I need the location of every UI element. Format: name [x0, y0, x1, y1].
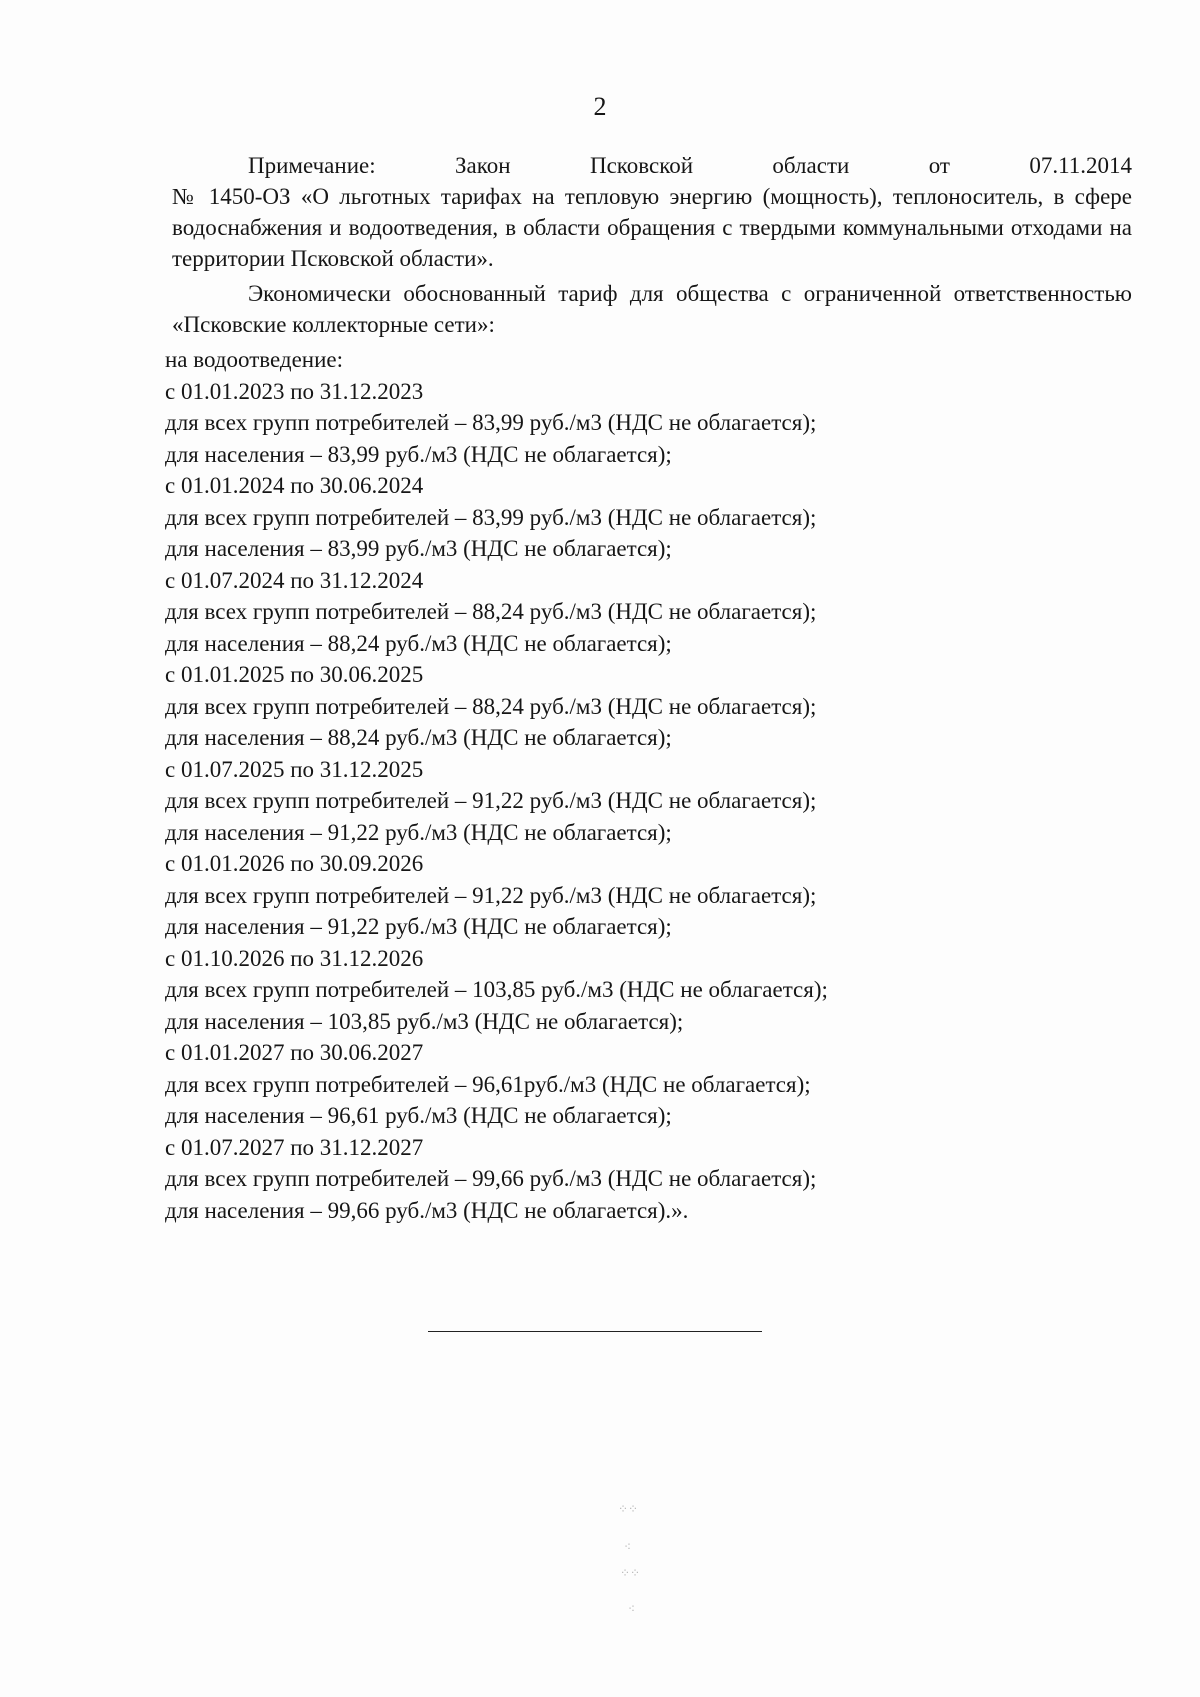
period-line: с 01.07.2024 по 31.12.2024: [165, 567, 424, 593]
tariff-all-groups: для всех групп потребителей – 96,61руб./м3 (НДС не облагается);: [165, 1071, 811, 1097]
tariff-population: для населения – 83,99 руб./м3 (НДС не облагается);: [165, 441, 672, 467]
note-body: № 1450-ОЗ «О льготных тарифах на тепловую энергию (мощность), теплоноситель, в сфере водоснабжения и водоотведения, в области обращения с твердыми коммунальными отходами на территории Псковской области».: [172, 184, 1132, 271]
scan-artifact: ⁖: [624, 1540, 632, 1554]
note-law-reference: Закон Псковской области от 07.11.2014: [455, 153, 1133, 178]
period-line: с 01.01.2027 по 30.06.2027: [165, 1040, 424, 1065]
tariff-all-groups: для всех групп потребителей – 83,99 руб./м3 (НДС не облагается);: [165, 410, 817, 435]
tariff-all-groups: для всех групп потребителей – 83,99 руб./м3 (НДС не облагается);: [165, 504, 817, 530]
tariff-population: для населения – 88,24 руб./м3 (НДС не облагается);: [165, 725, 672, 750]
note-first-line: [172, 150, 1132, 181]
period-line: с 01.01.2024 по 30.06.2024: [165, 473, 424, 498]
tariff-population: для населения – 91,22 руб./м3 (НДС не облагается);: [165, 914, 672, 939]
note-label: Примечание:: [248, 153, 376, 178]
scan-artifact: ⁘⁘: [618, 1502, 639, 1516]
period-line: с 01.07.2025 по 31.12.2025: [165, 756, 424, 782]
closing-divider: [428, 1331, 762, 1332]
period-line: с 01.10.2026 по 31.12.2026: [165, 945, 424, 971]
tariff-population: для населения – 83,99 руб./м3 (НДС не облагается);: [165, 536, 672, 561]
service-label: на водоотведение:: [165, 347, 344, 372]
tariff-population: для населения – 91,22 руб./м3 (НДС не облагается);: [165, 819, 672, 845]
period-line: с 01.01.2025 по 30.06.2025: [165, 662, 424, 687]
tariff-all-groups: для всех групп потребителей – 88,24 руб./м3 (НДС не облагается);: [165, 599, 817, 624]
tariff-list: [165, 344, 1065, 1226]
period-line: с 01.01.2023 по 31.12.2023: [165, 378, 424, 404]
scan-artifact: ⁘⁘: [620, 1566, 641, 1580]
tariff-population: для населения – 103,85 руб./м3 (НДС не облагается);: [165, 1008, 684, 1034]
intro-text: Экономически обоснованный тариф для общества с ограниченной ответственностью «Псковские коллекторные сети»:: [172, 281, 1132, 337]
page-number: 2: [593, 92, 607, 121]
period-line: с 01.07.2027 по 31.12.2027: [165, 1134, 424, 1160]
tariff-population: для населения – 96,61 руб./м3 (НДС не облагается);: [165, 1103, 672, 1128]
tariff-population: для населения – 99,66 руб./м3 (НДС не облагается).».: [165, 1197, 689, 1223]
tariff-all-groups: для всех групп потребителей – 103,85 руб./м3 (НДС не облагается);: [165, 977, 828, 1002]
tariff-all-groups: для всех групп потребителей – 91,22 руб./м3 (НДС не облагается);: [165, 788, 817, 813]
tariff-all-groups: для всех групп потребителей – 99,66 руб./м3 (НДС не облагается);: [165, 1166, 817, 1191]
intro-paragraph: [172, 278, 1132, 340]
tariff-population: для населения – 88,24 руб./м3 (НДС не облагается);: [165, 630, 672, 656]
note-paragraph: [172, 150, 1132, 274]
scan-artifact: ⁖: [628, 1602, 636, 1616]
tariff-all-groups: для всех групп потребителей – 91,22 руб./м3 (НДС не облагается);: [165, 882, 817, 908]
period-line: с 01.01.2026 по 30.09.2026: [165, 851, 424, 876]
tariff-all-groups: для всех групп потребителей – 88,24 руб./м3 (НДС не облагается);: [165, 693, 817, 719]
